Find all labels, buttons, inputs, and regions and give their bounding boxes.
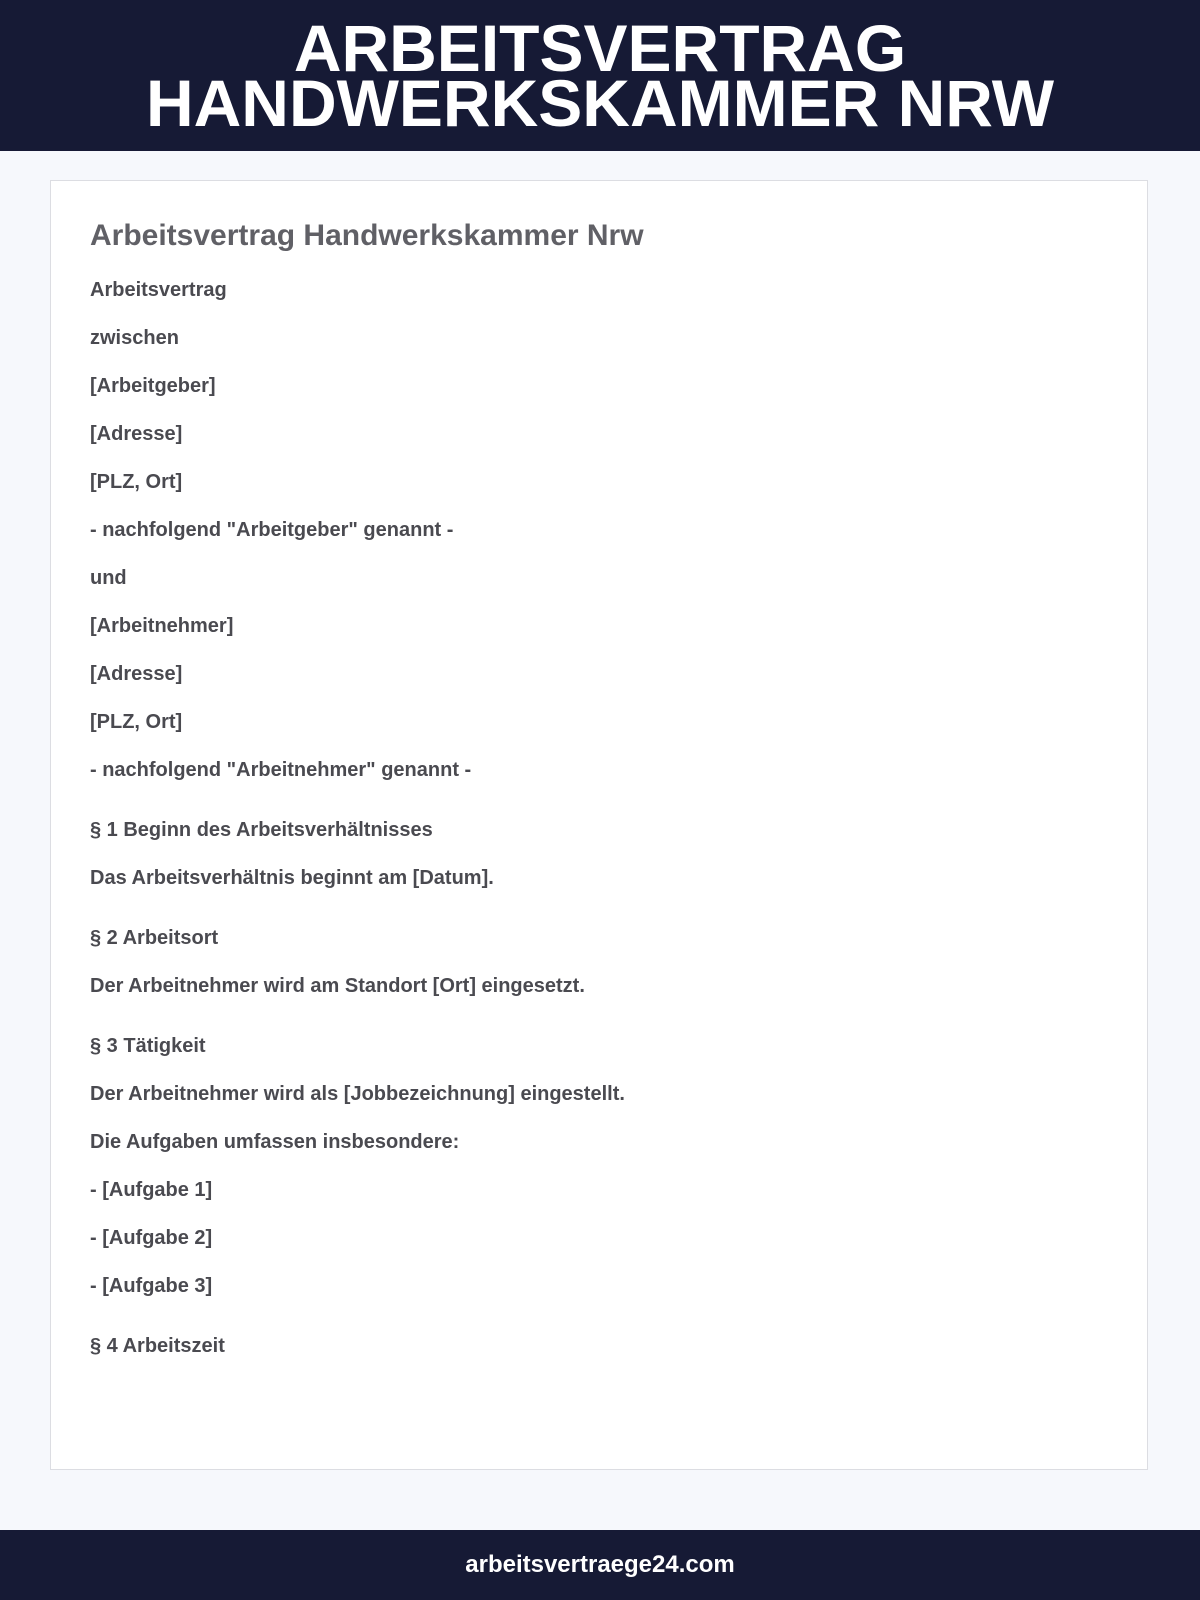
list-item: - [Aufgabe 2]: [90, 1227, 213, 1249]
document-line: - nachfolgend "Arbeitgeber" genannt -: [90, 519, 454, 541]
document-line: - nachfolgend "Arbeitnehmer" genannt -: [90, 759, 472, 781]
section-heading: § 2 Arbeitsort: [90, 927, 219, 949]
document-line: Der Arbeitnehmer wird am Standort [Ort] eingesetzt.: [90, 975, 585, 997]
document-line: [PLZ, Ort]: [90, 471, 183, 493]
header-title-line-1: ARBEITSVERTRAG: [293, 10, 907, 85]
document-card: [50, 180, 1148, 1470]
section-heading: § 3 Tätigkeit: [90, 1035, 206, 1057]
document-line: zwischen: [90, 327, 179, 349]
page-header: [0, 0, 1200, 151]
document-line: Arbeitsvertrag: [90, 279, 227, 301]
section-heading: § 4 Arbeitszeit: [90, 1335, 225, 1357]
document-title: Arbeitsvertrag Handwerkskammer Nrw: [90, 219, 644, 252]
document-line: [Adresse]: [90, 423, 183, 445]
document-line: Die Aufgaben umfassen insbesondere:: [90, 1131, 460, 1153]
list-item: - [Aufgabe 1]: [90, 1179, 213, 1201]
document-line: [Adresse]: [90, 663, 183, 685]
document-line: [Arbeitgeber]: [90, 375, 216, 397]
footer-site-link[interactable]: arbeitsvertraege24.com: [465, 1551, 735, 1578]
header-title-line-2: HANDWERKSKAMMER NRW: [145, 65, 1055, 140]
document-line: [Arbeitnehmer]: [90, 615, 234, 637]
section-heading: § 1 Beginn des Arbeitsverhältnisses: [90, 819, 433, 841]
document-line: Der Arbeitnehmer wird als [Jobbezeichnung] eingestellt.: [90, 1083, 625, 1105]
document-line: [PLZ, Ort]: [90, 711, 183, 733]
page-footer: [0, 1530, 1200, 1600]
document-line: und: [90, 567, 127, 589]
list-item: - [Aufgabe 3]: [90, 1275, 213, 1297]
document-line: Das Arbeitsverhältnis beginnt am [Datum].: [90, 867, 494, 889]
